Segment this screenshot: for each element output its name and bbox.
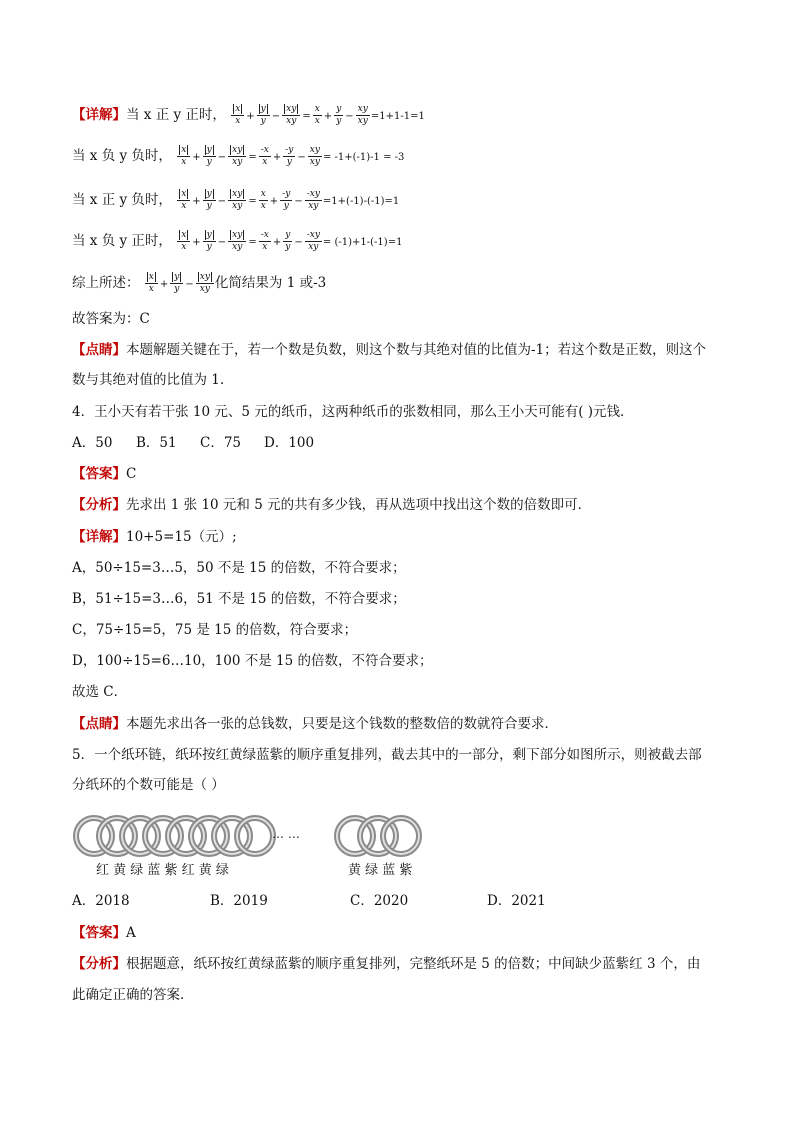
q4-analysis xyxy=(72,495,591,515)
answer-value: C xyxy=(126,466,137,482)
option-c: C．75 xyxy=(200,435,242,451)
detail-tag: 【详解】 xyxy=(72,107,126,123)
q4-line-c: C，75÷15=5，75 是 15 的倍数，符合要求； xyxy=(72,622,358,638)
fraction: $\frac{-xy}{xy}$ xyxy=(306,230,320,252)
point-text: 本题解题关键在于，若一个数是负数，则这个数与其绝对值的比值为-1；若这个数是正数，则这个 xyxy=(126,342,707,358)
fraction: $\frac{-x}{x}$ xyxy=(260,230,269,252)
q5-answer xyxy=(72,923,136,943)
fraction: $\frac{xy}{xy}$ xyxy=(309,145,320,167)
point-text: 本题先求出各一张的总钱数，只要是这个钱数的整数倍的数就符合要求． xyxy=(126,716,558,732)
fraction: $\frac{y}{y}$ xyxy=(203,230,216,253)
point-tag: 【点睛】 xyxy=(72,342,126,358)
fraction: $\frac{xy}{xy}$ xyxy=(357,104,368,126)
q4-detail xyxy=(72,527,237,547)
summary-line: 综上所述： $\frac{x}{x}$ + $\frac{y}{y}$ − $\frac{xy}{xy}$ 化简结果为 1 或-3 xyxy=(72,272,327,294)
option-c: C．2020 xyxy=(350,893,409,909)
left-ring-chain xyxy=(76,818,273,854)
q4-point xyxy=(72,714,558,734)
q4-choose: 故选 C． xyxy=(72,684,128,700)
analysis-tag: 【分析】 xyxy=(72,497,126,513)
case-result: =1+(-1)-(-1)=1 xyxy=(322,196,400,207)
case-line-4: 当 x 负 y 正时， $\frac{x}{x}$ + $\frac{y}{y}$ − $\frac{xy}{xy}$ = $\frac{-x}{x}$ + $\frac{y}{y}$ − $\frac{-xy}{xy}$ = (-1)+1-(-1)=1 xyxy=(72,230,403,252)
case-label: 当 x 负 y 正时， xyxy=(72,233,172,249)
answer-line: 故答案为：C xyxy=(72,311,150,327)
fraction: $\frac{y}{y}$ xyxy=(203,145,216,168)
right-color-labels: 黄 绿 蓝 紫 xyxy=(348,863,413,878)
case-result: = (-1)+1-(-1)=1 xyxy=(322,237,403,248)
q4-line-a: A，50÷15=3…5，50 不是 15 的倍数，不符合要求； xyxy=(72,560,406,576)
right-ring-chain xyxy=(337,818,428,854)
case-line-1: 【详解】当 x 正 y 正时， $\frac{x}{x}$ + $\frac{y}{y}$ − $\frac{xy}{xy}$ = $\frac{x}{x}$ + $\frac{y}{y}$ − $\frac{xy}{xy}$ =1+1-1=1 xyxy=(72,104,425,126)
q4-line-b: B，51÷15=3…6，51 不是 15 的倍数，不符合要求； xyxy=(72,591,406,607)
ellipsis-text: … … xyxy=(272,827,300,841)
detail-tag: 【详解】 xyxy=(72,529,126,545)
analysis-tag: 【分析】 xyxy=(72,956,126,972)
answer-tag: 【答案】 xyxy=(72,925,126,941)
option-b: B．2019 xyxy=(210,893,268,909)
q4-line-d: D，100÷15=6…10，100 不是 15 的倍数，不符合要求； xyxy=(72,653,433,669)
fraction: $\frac{x}{x}$ xyxy=(314,104,320,126)
q5-analysis-1 xyxy=(72,954,700,974)
fraction: $\frac{-xy}{xy}$ xyxy=(306,189,320,211)
answer-value: A xyxy=(126,925,136,941)
fraction: $\frac{y}{y}$ xyxy=(336,104,342,126)
case-result: =1+1-1=1 xyxy=(370,111,425,122)
left-color-labels: 红 黄 绿 蓝 紫 红 黄 绿 xyxy=(96,863,229,878)
case-label: 当 x 负 y 负时， xyxy=(72,148,172,164)
fraction: $\frac{xy}{xy}$ xyxy=(196,272,214,295)
q5-stem-1: 5．一个纸环链，纸环按红黄绿蓝紫的顺序重复排列，截去其中的一部分，剩下部分如图所示，则被截去部 xyxy=(72,747,702,763)
q5-stem-2: 分纸环的个数可能是（ ） xyxy=(72,777,225,793)
summary-suffix: 化简结果为 1 或-3 xyxy=(214,275,327,291)
point-line-2: 数与其绝对值的比值为 1. xyxy=(72,372,225,388)
case-result: = -1+(-1)-1 = -3 xyxy=(322,152,405,163)
fraction: $\frac{-y}{y}$ xyxy=(285,145,294,167)
case-line-3: 当 x 正 y 负时， $\frac{x}{x}$ + $\frac{y}{y}$ − $\frac{xy}{xy}$ = $\frac{x}{x}$ + $\frac{-y}{y}$ − $\frac{-xy}{xy}$ =1+(-1)-(-1)=1 xyxy=(72,189,400,211)
point-tag: 【点睛】 xyxy=(72,716,126,732)
option-a: A．50 xyxy=(72,435,113,451)
fraction: $\frac{x}{x}$ xyxy=(260,189,266,211)
fraction: $\frac{-y}{y}$ xyxy=(282,189,291,211)
case-label: 当 x 正 y 负时， xyxy=(72,192,172,208)
q5-analysis-2: 此确定正确的答案． xyxy=(72,987,194,1003)
fraction: $\frac{x}{x}$ xyxy=(145,272,158,295)
fraction: $\frac{y}{y}$ xyxy=(285,230,291,252)
detail-text: 10+5=15（元）; xyxy=(126,529,237,545)
fraction: $\frac{x}{x}$ xyxy=(177,145,190,168)
fraction: $\frac{y}{y}$ xyxy=(203,189,216,212)
fraction: $\frac{x}{x}$ xyxy=(231,104,244,127)
answer-tag: 【答案】 xyxy=(72,466,126,482)
option-d: D．2021 xyxy=(487,893,546,909)
option-d: D．100 xyxy=(264,435,315,451)
fraction: $\frac{xy}{xy}$ xyxy=(228,145,246,168)
fraction: $\frac{x}{x}$ xyxy=(177,230,190,253)
case-line-2: 当 x 负 y 负时， $\frac{x}{x}$ + $\frac{y}{y}$ − $\frac{xy}{xy}$ = $\frac{-x}{x}$ + $\frac{-y}{y}$ − $\frac{xy}{xy}$ = -1+(-1)-1 = -3 xyxy=(72,145,405,167)
analysis-text: 根据题意，纸环按红黄绿蓝紫的顺序重复排列，完整纸环是 5 的倍数；中间缺少蓝紫红 3 个，由 xyxy=(126,956,701,972)
fraction: $\frac{y}{y}$ xyxy=(257,104,270,127)
q4-options xyxy=(72,433,314,453)
fraction: $\frac{-x}{x}$ xyxy=(260,145,269,167)
summary-prefix: 综上所述： xyxy=(72,275,140,291)
fraction: $\frac{x}{x}$ xyxy=(177,189,190,212)
point-line-1 xyxy=(72,340,706,360)
analysis-text: 先求出 1 张 10 元和 5 元的共有多少钱，再从选项中找出这个数的倍数即可． xyxy=(126,497,592,513)
case-label: 当 x 正 y 正时， xyxy=(126,107,226,123)
option-a: A．2018 xyxy=(72,893,130,909)
q4-stem: 4．王小天有若干张 10 元、5 元的纸币，这两种纸币的张数相同，那么王小天可能有( )元钱． xyxy=(72,404,634,420)
option-b: B．51 xyxy=(136,435,177,451)
q4-answer xyxy=(72,464,136,484)
fraction: $\frac{xy}{xy}$ xyxy=(282,104,300,127)
fraction: $\frac{xy}{xy}$ xyxy=(228,230,246,253)
fraction: $\frac{y}{y}$ xyxy=(170,272,183,295)
ring-chain-figure xyxy=(70,810,430,882)
q5-options xyxy=(72,891,546,911)
fraction: $\frac{xy}{xy}$ xyxy=(228,189,246,212)
